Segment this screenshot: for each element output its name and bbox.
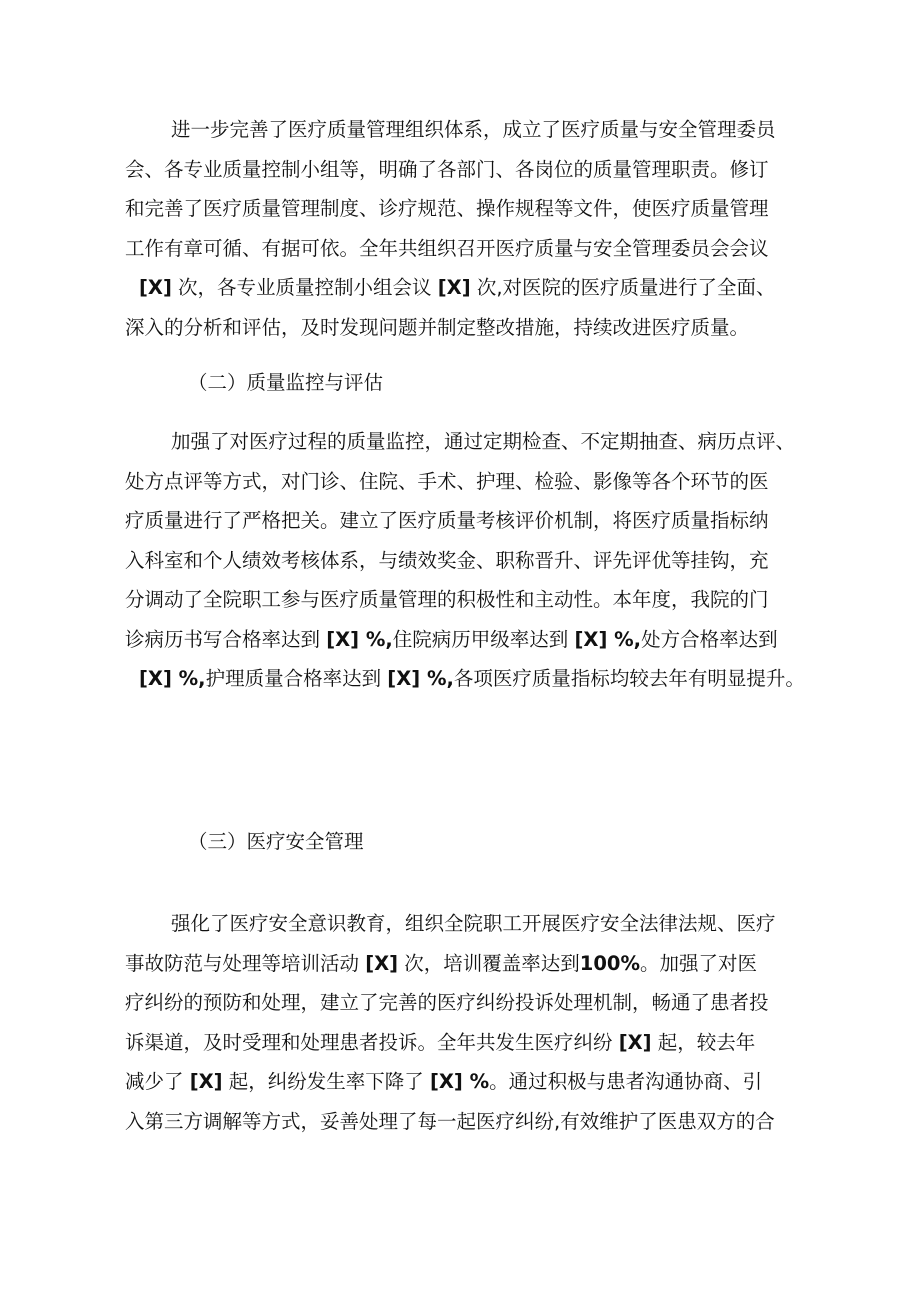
- text-line: [125, 1023, 805, 1063]
- text-segment: 住院病历甲级率达到: [392, 627, 575, 651]
- text-line: [125, 268, 805, 308]
- text-segment: 各项医疗质量指标均较去年有明显提升。: [453, 667, 805, 690]
- placeholder-value: [X] %,: [326, 627, 393, 651]
- text-segment: 诊病历书写合格率达到: [125, 627, 327, 651]
- placeholder-value: [X]: [437, 276, 471, 299]
- text-line: 加强了对医疗过程的质量监控，通过定期检查、不定期抽查、病历点评、: [171, 430, 796, 453]
- text-segment: 次，各专业质量控制小组会议: [171, 276, 438, 299]
- text-segment: 护理质量合格率达到: [205, 667, 388, 690]
- placeholder-value: [X]: [365, 951, 399, 975]
- text-line: [125, 944, 805, 984]
- text-line: 工作有章可循、有据可依。全年共组织召开医疗质量与安全管理委员会会议: [125, 236, 769, 260]
- paragraph-org-system: [125, 110, 805, 347]
- text-line: 疗纠纷的预防和处理，建立了完善的医疗纠纷投诉处理机制，畅通了患者投: [125, 991, 769, 1014]
- section-heading-quality-monitoring: （二）质量监控与评估: [188, 371, 384, 394]
- coverage-rate-value: 100%: [579, 951, 641, 975]
- text-line: 入第三方调解等方式，妥善处理了每一起医疗纠纷,有效维护了医患双方的合: [125, 1109, 775, 1133]
- text-line: 进一步完善了医疗质量管理组织体系，成立了医疗质量与安全管理委员: [171, 118, 776, 141]
- text-line: 强化了医疗安全意识教育，组织全院职工开展医疗安全法律法规、医疗: [171, 912, 776, 935]
- text-segment: 次，培训覆盖率达到: [398, 951, 580, 975]
- placeholder-value: [X] %,: [387, 667, 454, 690]
- text-line: [125, 620, 805, 660]
- placeholder-value: [X]: [618, 1030, 652, 1054]
- text-line: 分调动了全院职工参与医疗质量管理的积极性和主动性。本年度，我院的门: [125, 588, 769, 611]
- text-segment: 起，较去年: [651, 1030, 756, 1054]
- text-line: [125, 659, 805, 699]
- text-segment: 。通过积极与患者沟通协商、引: [489, 1070, 763, 1093]
- text-line: 入科室和个人绩效考核体系，与绩效奖金、职称晋升、评先评优等挂钩，充: [125, 548, 769, 572]
- text-segment: 。加强了对医: [640, 951, 758, 975]
- text-line: 处方点评等方式，对门诊、住院、手术、护理、检验、影像等各个环节的医: [125, 469, 769, 493]
- placeholder-value: [X] %,: [139, 667, 206, 690]
- text-line: 深入的分析和评估，及时发现问题并制定整改措施，持续改进医疗质量。: [125, 315, 750, 339]
- placeholder-value: [X]: [189, 1070, 223, 1093]
- text-segment: 处方合格率达到: [641, 627, 778, 651]
- text-segment: 事故防范与处理等培训活动: [125, 951, 366, 975]
- placeholder-value: [X] %: [429, 1070, 490, 1093]
- text-segment: 减少了: [125, 1070, 190, 1093]
- paragraph-safety-management: [125, 904, 805, 1141]
- placeholder-value: [X]: [139, 276, 172, 299]
- text-segment: 次,对医院的医疗质量进行了全面、: [470, 276, 776, 299]
- text-line: [125, 1062, 805, 1102]
- text-segment: 诉渠道，及时受理和处理患者投诉。全年共发生医疗纠纷: [125, 1030, 619, 1054]
- paragraph-quality-monitoring: [125, 422, 805, 699]
- text-segment: 起，纠纷发生率下降了: [222, 1070, 430, 1093]
- placeholder-value: [X] %,: [574, 627, 642, 651]
- text-line: 会、各专业质量控制小组等，明确了各部门、各岗位的质量管理职责。修订: [125, 157, 769, 181]
- text-line: 疗质量进行了严格把关。建立了医疗质量考核评价机制，将医疗质量指标纳: [125, 509, 769, 532]
- text-line: 和完善了医疗质量管理制度、诊疗规范、操作规程等文件，使医疗质量管理: [125, 197, 769, 220]
- section-heading-safety-management: （三）医疗安全管理: [188, 830, 364, 853]
